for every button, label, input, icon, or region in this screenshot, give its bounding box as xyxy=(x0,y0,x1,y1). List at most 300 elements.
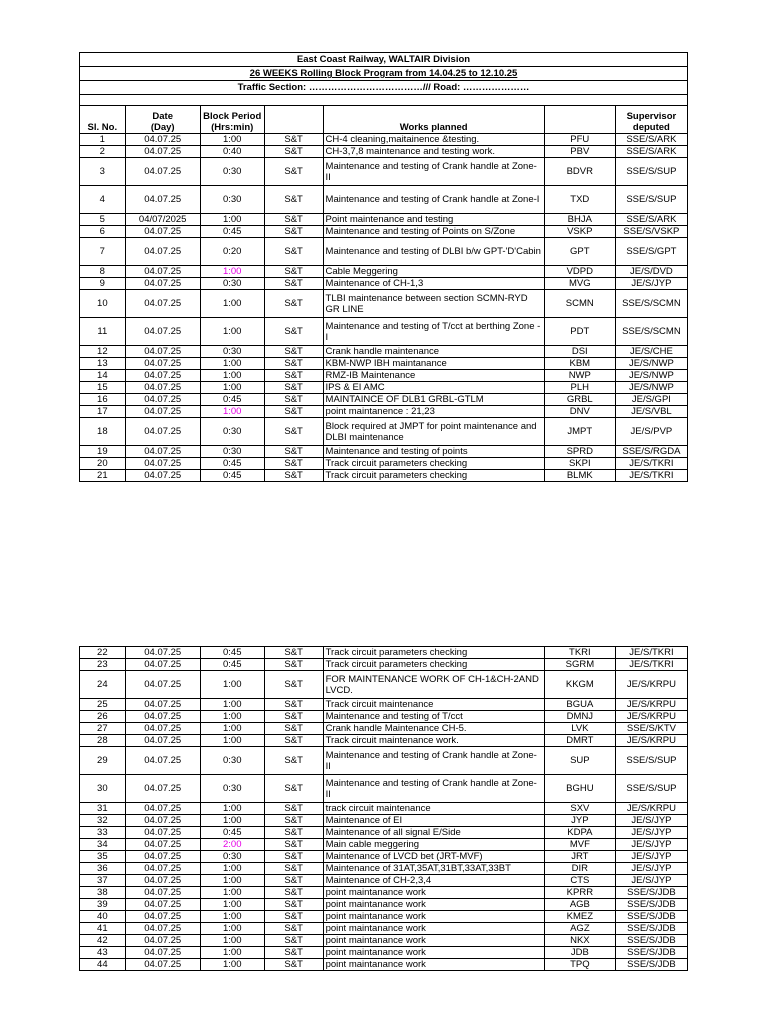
block-period-cell: 0:30 xyxy=(200,418,264,446)
sl-no-cell: 44 xyxy=(80,959,126,971)
date-cell: 04.07.25 xyxy=(125,458,200,470)
block-period-cell: 0:30 xyxy=(200,775,264,803)
date-cell: 04.07.25 xyxy=(125,839,200,851)
date-cell: 04.07.25 xyxy=(125,899,200,911)
sl-no-cell: 22 xyxy=(80,647,126,659)
station-cell: JMPT xyxy=(544,418,615,446)
dept-cell: S&T xyxy=(264,382,323,394)
sl-no-cell: 21 xyxy=(80,470,126,482)
supervisor-cell: JE/S/JYP xyxy=(615,851,687,863)
station-cell: BLMK xyxy=(544,470,615,482)
block-period-cell: 0:30 xyxy=(200,186,264,214)
works-planned-cell: Track circuit parameters checking xyxy=(323,458,544,470)
block-period-cell: 0:30 xyxy=(200,446,264,458)
sl-no-cell: 40 xyxy=(80,911,126,923)
sl-no-cell: 28 xyxy=(80,735,126,747)
block-period-cell: 0:30 xyxy=(200,747,264,775)
works-planned-cell: CH-4 cleaning,maitainence &testing. xyxy=(323,134,544,146)
block-period-cell: 1:00 xyxy=(200,735,264,747)
block-period-cell: 0:40 xyxy=(200,146,264,158)
station-cell: KPRR xyxy=(544,887,615,899)
date-cell: 04.07.25 xyxy=(125,911,200,923)
dept-cell: S&T xyxy=(264,226,323,238)
sl-no-cell: 27 xyxy=(80,723,126,735)
table-row xyxy=(80,394,688,406)
block-period-cell: 2:00 xyxy=(200,839,264,851)
block-period-cell: 1:00 xyxy=(200,699,264,711)
sl-no-cell: 42 xyxy=(80,935,126,947)
works-planned-cell: RMZ-IB Maintenance xyxy=(323,370,544,382)
table-row xyxy=(80,803,688,815)
station-cell: CTS xyxy=(544,875,615,887)
sl-no-cell: 35 xyxy=(80,851,126,863)
table-row xyxy=(80,839,688,851)
dept-cell: S&T xyxy=(264,899,323,911)
supervisor-cell: SSE/S/JDB xyxy=(615,935,687,947)
table-row xyxy=(80,747,688,775)
station-cell: DMNJ xyxy=(544,711,615,723)
works-planned-cell: Maintenance of CH-2,3,4 xyxy=(323,875,544,887)
dept-cell: S&T xyxy=(264,318,323,346)
sl-no-cell: 1 xyxy=(80,134,126,146)
table-row xyxy=(80,659,688,671)
sl-no-cell: 7 xyxy=(80,238,126,266)
supervisor-cell: JE/S/TKRI xyxy=(615,647,687,659)
date-cell: 04.07.25 xyxy=(125,406,200,418)
supervisor-cell: SSE/S/KTV xyxy=(615,723,687,735)
sl-no-cell: 24 xyxy=(80,671,126,699)
block-period-cell: 1:00 xyxy=(200,318,264,346)
station-cell: TPQ xyxy=(544,959,615,971)
dept-cell: S&T xyxy=(264,238,323,266)
dept-cell: S&T xyxy=(264,290,323,318)
block-period-cell: 1:00 xyxy=(200,815,264,827)
division-title: East Coast Railway, WALTAIR Division xyxy=(80,53,688,67)
supervisor-cell: SSE/S/JDB xyxy=(615,959,687,971)
station-cell: PDT xyxy=(544,318,615,346)
dept-cell: S&T xyxy=(264,947,323,959)
supervisor-cell: SSE/S/SUP xyxy=(615,747,687,775)
section-road-line: Traffic Section: ………………………………/// Road: ………………… xyxy=(80,81,688,95)
date-cell: 04.07.25 xyxy=(125,238,200,266)
dept-cell: S&T xyxy=(264,406,323,418)
date-cell: 04.07.25 xyxy=(125,346,200,358)
works-planned-cell: Track circuit parameters checking xyxy=(323,647,544,659)
date-cell: 04.07.25 xyxy=(125,146,200,158)
table-row xyxy=(80,851,688,863)
station-cell: SKPI xyxy=(544,458,615,470)
dept-cell: S&T xyxy=(264,446,323,458)
dept-cell: S&T xyxy=(264,659,323,671)
station-cell: LVK xyxy=(544,723,615,735)
supervisor-cell: JE/S/JYP xyxy=(615,815,687,827)
station-cell: BDVR xyxy=(544,158,615,186)
date-cell: 04.07.25 xyxy=(125,803,200,815)
supervisor-cell: SSE/S/JDB xyxy=(615,899,687,911)
works-planned-cell: KBM-NWP IBH maintanance xyxy=(323,358,544,370)
works-planned-cell: FOR MAINTENANCE WORK OF CH-1&CH-2AND LVCD. xyxy=(323,671,544,699)
dept-cell: S&T xyxy=(264,699,323,711)
station-cell: SGRM xyxy=(544,659,615,671)
supervisor-cell: JE/S/VBL xyxy=(615,406,687,418)
supervisor-cell: SSE/S/SUP xyxy=(615,186,687,214)
date-cell: 04.07.25 xyxy=(125,318,200,346)
supervisor-cell: SSE/S/SUP xyxy=(615,775,687,803)
block-period-cell: 1:00 xyxy=(200,935,264,947)
table-row xyxy=(80,418,688,446)
sl-no-cell: 6 xyxy=(80,226,126,238)
dept-cell: S&T xyxy=(264,839,323,851)
sl-no-cell: 43 xyxy=(80,947,126,959)
works-planned-cell: Maintenance of CH-1,3 xyxy=(323,278,544,290)
supervisor-cell: JE/S/KRPU xyxy=(615,711,687,723)
station-cell: PLH xyxy=(544,382,615,394)
dept-cell: S&T xyxy=(264,815,323,827)
date-cell: 04.07.25 xyxy=(125,278,200,290)
station-cell: KKGM xyxy=(544,671,615,699)
supervisor-cell: SSE/S/GPT xyxy=(615,238,687,266)
supervisor-cell: JE/S/KRPU xyxy=(615,735,687,747)
date-cell: 04.07.25 xyxy=(125,671,200,699)
date-cell: 04.07.25 xyxy=(125,134,200,146)
dept-cell: S&T xyxy=(264,671,323,699)
works-planned-cell: Maintenance and testing of points xyxy=(323,446,544,458)
dept-cell: S&T xyxy=(264,803,323,815)
works-planned-cell: TLBI maintenance between section SCMN-RYD GR LINE xyxy=(323,290,544,318)
spacer-row xyxy=(80,95,688,106)
works-planned-cell: Maintenance of all signal E/Side xyxy=(323,827,544,839)
sl-no-cell: 29 xyxy=(80,747,126,775)
block-period-cell: 1:00 xyxy=(200,723,264,735)
block-period-cell: 1:00 xyxy=(200,899,264,911)
block-period-cell: 0:45 xyxy=(200,827,264,839)
station-cell: SCMN xyxy=(544,290,615,318)
block-period-cell: 1:00 xyxy=(200,911,264,923)
works-planned-cell: Crank handle Maintenance CH-5. xyxy=(323,723,544,735)
station-cell: TXD xyxy=(544,186,615,214)
supervisor-cell: JE/S/CHE xyxy=(615,346,687,358)
supervisor-cell: JE/S/GPI xyxy=(615,394,687,406)
table-row xyxy=(80,358,688,370)
dept-cell: S&T xyxy=(264,887,323,899)
dept-cell: S&T xyxy=(264,146,323,158)
dept-cell: S&T xyxy=(264,775,323,803)
date-cell: 04.07.25 xyxy=(125,699,200,711)
block-period-cell: 0:45 xyxy=(200,659,264,671)
date-cell: 04.07.25 xyxy=(125,711,200,723)
works-planned-cell: Track circuit parameters checking xyxy=(323,470,544,482)
supervisor-cell: JE/S/JYP xyxy=(615,875,687,887)
supervisor-cell: SSE/S/JDB xyxy=(615,923,687,935)
sl-no-cell: 3 xyxy=(80,158,126,186)
sl-no-cell: 34 xyxy=(80,839,126,851)
supervisor-cell: JE/S/KRPU xyxy=(615,699,687,711)
block-program-table-continued xyxy=(79,646,688,971)
sl-no-cell: 39 xyxy=(80,899,126,911)
dept-cell: S&T xyxy=(264,747,323,775)
col-date: Date (Day) xyxy=(125,106,200,134)
works-planned-cell: MAINTAINCE OF DLB1 GRBL-GTLM xyxy=(323,394,544,406)
works-planned-cell: Maintenance and testing of Crank handle at Zone-I xyxy=(323,186,544,214)
table-row xyxy=(80,671,688,699)
table-row xyxy=(80,318,688,346)
table-row xyxy=(80,711,688,723)
dept-cell: S&T xyxy=(264,723,323,735)
sl-no-cell: 38 xyxy=(80,887,126,899)
works-planned-cell: Maintenance and testing of Crank handle at Zone-II xyxy=(323,775,544,803)
date-cell: 04.07.25 xyxy=(125,923,200,935)
works-planned-cell: Maintenance and testing of Crank handle at Zone-II xyxy=(323,747,544,775)
works-planned-cell: point maintanance work xyxy=(323,899,544,911)
table-row xyxy=(80,875,688,887)
supervisor-cell: JE/S/JYP xyxy=(615,827,687,839)
supervisor-cell: SSE/S/ARK xyxy=(615,214,687,226)
block-period-cell: 1:00 xyxy=(200,358,264,370)
dept-cell: S&T xyxy=(264,370,323,382)
station-cell: JYP xyxy=(544,815,615,827)
sl-no-cell: 30 xyxy=(80,775,126,803)
table-row xyxy=(80,863,688,875)
block-period-cell: 1:00 xyxy=(200,671,264,699)
program-title: 26 WEEKS Rolling Block Program from 14.04.25 to 12.10.25 xyxy=(80,67,688,81)
station-cell: JRT xyxy=(544,851,615,863)
works-planned-cell: point maintanance work xyxy=(323,911,544,923)
table-row xyxy=(80,923,688,935)
date-cell: 04.07.25 xyxy=(125,659,200,671)
dept-cell: S&T xyxy=(264,863,323,875)
supervisor-cell: SSE/S/ARK xyxy=(615,134,687,146)
sl-no-cell: 12 xyxy=(80,346,126,358)
works-planned-cell: Maintenance and testing of Crank handle at Zone-II xyxy=(323,158,544,186)
sl-no-cell: 25 xyxy=(80,699,126,711)
works-planned-cell: Maintenance and testing of T/cct at berthing Zone -I xyxy=(323,318,544,346)
supervisor-cell: SSE/S/JDB xyxy=(615,911,687,923)
sl-no-cell: 23 xyxy=(80,659,126,671)
sl-no-cell: 20 xyxy=(80,458,126,470)
dept-cell: S&T xyxy=(264,875,323,887)
sl-no-cell: 8 xyxy=(80,266,126,278)
sl-no-cell: 19 xyxy=(80,446,126,458)
dept-cell: S&T xyxy=(264,346,323,358)
station-cell: TKRI xyxy=(544,647,615,659)
block-period-cell: 1:00 xyxy=(200,863,264,875)
sl-no-cell: 18 xyxy=(80,418,126,446)
sl-no-cell: 2 xyxy=(80,146,126,158)
col-works-planned: Works planned xyxy=(323,106,544,134)
block-period-cell: 0:45 xyxy=(200,226,264,238)
date-cell: 04.07.25 xyxy=(125,290,200,318)
table-row xyxy=(80,470,688,482)
works-planned-cell: Maintenance of EI xyxy=(323,815,544,827)
col-supervisor: Supervisor deputed xyxy=(615,106,687,134)
station-cell: BGHU xyxy=(544,775,615,803)
date-cell: 04.07.25 xyxy=(125,863,200,875)
dept-cell: S&T xyxy=(264,935,323,947)
station-cell: PFU xyxy=(544,134,615,146)
dept-cell: S&T xyxy=(264,134,323,146)
sl-no-cell: 15 xyxy=(80,382,126,394)
station-cell: MVG xyxy=(544,278,615,290)
block-period-cell: 0:30 xyxy=(200,158,264,186)
table-row xyxy=(80,735,688,747)
table-row xyxy=(80,887,688,899)
works-planned-cell: IPS & EI AMC xyxy=(323,382,544,394)
works-planned-cell: Crank handle maintenance xyxy=(323,346,544,358)
block-program-table xyxy=(79,52,688,482)
station-cell: KDPA xyxy=(544,827,615,839)
table-row xyxy=(80,647,688,659)
date-cell: 04.07.25 xyxy=(125,875,200,887)
station-cell: AGZ xyxy=(544,923,615,935)
block-period-cell: 1:00 xyxy=(200,406,264,418)
dept-cell: S&T xyxy=(264,394,323,406)
table-row xyxy=(80,238,688,266)
supervisor-cell: SSE/S/JDB xyxy=(615,947,687,959)
block-period-cell: 1:00 xyxy=(200,923,264,935)
supervisor-cell: JE/S/TKRI xyxy=(615,458,687,470)
dept-cell: S&T xyxy=(264,158,323,186)
block-period-cell: 1:00 xyxy=(200,370,264,382)
works-planned-cell: Maintenance and testing of Points on S/Zone xyxy=(323,226,544,238)
table-row xyxy=(80,899,688,911)
table-row xyxy=(80,911,688,923)
dept-cell: S&T xyxy=(264,470,323,482)
works-planned-cell: Point maintenance and testing xyxy=(323,214,544,226)
col-station xyxy=(544,106,615,134)
station-cell: NKX xyxy=(544,935,615,947)
sl-no-cell: 13 xyxy=(80,358,126,370)
date-cell: 04.07.25 xyxy=(125,382,200,394)
date-cell: 04.07.25 xyxy=(125,418,200,446)
supervisor-cell: JE/S/KRPU xyxy=(615,671,687,699)
block-period-cell: 0:45 xyxy=(200,470,264,482)
block-period-cell: 0:30 xyxy=(200,346,264,358)
supervisor-cell: SSE/S/SUP xyxy=(615,158,687,186)
block-period-cell: 0:45 xyxy=(200,458,264,470)
station-cell: PBV xyxy=(544,146,615,158)
date-cell: 04.07.25 xyxy=(125,747,200,775)
works-planned-cell: point maintanance work xyxy=(323,935,544,947)
block-period-cell: 0:45 xyxy=(200,647,264,659)
date-cell: 04.07.25 xyxy=(125,735,200,747)
block-period-cell: 1:00 xyxy=(200,803,264,815)
works-planned-cell: Main cable meggering xyxy=(323,839,544,851)
date-cell: 04/07/2025 xyxy=(125,214,200,226)
station-cell: VDPD xyxy=(544,266,615,278)
station-cell: SXV xyxy=(544,803,615,815)
works-planned-cell: Block required at JMPT for point maintenance and DLBI maintenance xyxy=(323,418,544,446)
station-cell: KMEZ xyxy=(544,911,615,923)
date-cell: 04.07.25 xyxy=(125,851,200,863)
col-sl-no: Sl. No. xyxy=(80,106,126,134)
supervisor-cell: SSE/S/ARK xyxy=(615,146,687,158)
block-period-cell: 1:00 xyxy=(200,290,264,318)
col-block-period: Block Period (Hrs:min) xyxy=(200,106,264,134)
table-row xyxy=(80,959,688,971)
dept-cell: S&T xyxy=(264,266,323,278)
date-cell: 04.07.25 xyxy=(125,370,200,382)
date-cell: 04.07.25 xyxy=(125,887,200,899)
works-planned-cell: point maintanance work xyxy=(323,923,544,935)
date-cell: 04.07.25 xyxy=(125,775,200,803)
dept-cell: S&T xyxy=(264,214,323,226)
supervisor-cell: SSE/S/JDB xyxy=(615,887,687,899)
block-period-cell: 1:00 xyxy=(200,134,264,146)
station-cell: AGB xyxy=(544,899,615,911)
station-cell: DIR xyxy=(544,863,615,875)
station-cell: DSI xyxy=(544,346,615,358)
dept-cell: S&T xyxy=(264,923,323,935)
table-row xyxy=(80,146,688,158)
station-cell: SUP xyxy=(544,747,615,775)
dept-cell: S&T xyxy=(264,911,323,923)
date-cell: 04.07.25 xyxy=(125,815,200,827)
supervisor-cell: SSE/S/RGDA xyxy=(615,446,687,458)
block-period-cell: 1:00 xyxy=(200,214,264,226)
table-row xyxy=(80,226,688,238)
sl-no-cell: 5 xyxy=(80,214,126,226)
dept-cell: S&T xyxy=(264,827,323,839)
station-cell: MVF xyxy=(544,839,615,851)
table-row xyxy=(80,266,688,278)
dept-cell: S&T xyxy=(264,735,323,747)
table-row xyxy=(80,446,688,458)
works-planned-cell: Track circuit maintenance work. xyxy=(323,735,544,747)
table-row xyxy=(80,214,688,226)
dept-cell: S&T xyxy=(264,647,323,659)
station-cell: SPRD xyxy=(544,446,615,458)
sl-no-cell: 37 xyxy=(80,875,126,887)
sl-no-cell: 31 xyxy=(80,803,126,815)
dept-cell: S&T xyxy=(264,186,323,214)
table-row xyxy=(80,935,688,947)
supervisor-cell: JE/S/NWP xyxy=(615,382,687,394)
works-planned-cell: point maintanence : 21,23 xyxy=(323,406,544,418)
sl-no-cell: 16 xyxy=(80,394,126,406)
sl-no-cell: 36 xyxy=(80,863,126,875)
date-cell: 04.07.25 xyxy=(125,935,200,947)
dept-cell: S&T xyxy=(264,458,323,470)
works-planned-cell: point maintanance work xyxy=(323,959,544,971)
date-cell: 04.07.25 xyxy=(125,446,200,458)
station-cell: DNV xyxy=(544,406,615,418)
station-cell: VSKP xyxy=(544,226,615,238)
date-cell: 04.07.25 xyxy=(125,158,200,186)
station-cell: DMRT xyxy=(544,735,615,747)
station-cell: JDB xyxy=(544,947,615,959)
block-period-cell: 0:30 xyxy=(200,851,264,863)
sl-no-cell: 33 xyxy=(80,827,126,839)
table-row xyxy=(80,406,688,418)
supervisor-cell: SSE/S/SCMN xyxy=(615,290,687,318)
sl-no-cell: 10 xyxy=(80,290,126,318)
sl-no-cell: 41 xyxy=(80,923,126,935)
table-row xyxy=(80,775,688,803)
dept-cell: S&T xyxy=(264,278,323,290)
supervisor-cell: JE/S/NWP xyxy=(615,358,687,370)
col-dept xyxy=(264,106,323,134)
table-row xyxy=(80,458,688,470)
supervisor-cell: JE/S/JYP xyxy=(615,863,687,875)
table-row xyxy=(80,382,688,394)
block-period-cell: 0:30 xyxy=(200,278,264,290)
station-cell: NWP xyxy=(544,370,615,382)
sl-no-cell: 32 xyxy=(80,815,126,827)
sl-no-cell: 17 xyxy=(80,406,126,418)
table-row xyxy=(80,699,688,711)
supervisor-cell: JE/S/NWP xyxy=(615,370,687,382)
supervisor-cell: JE/S/PVP xyxy=(615,418,687,446)
